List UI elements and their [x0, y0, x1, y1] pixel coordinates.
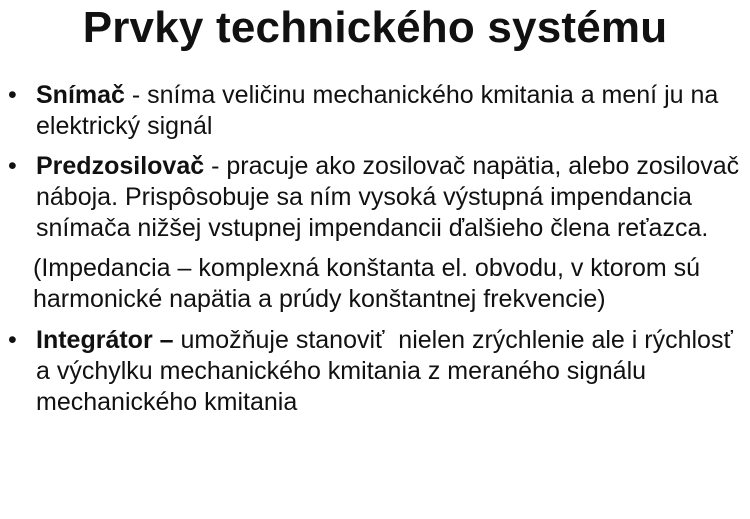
bullet-list — [0, 80, 750, 418]
bullet-item-predzosilovac — [0, 151, 750, 244]
term-predzosilovac: Predzosilovač — [36, 152, 205, 180]
definition-predzosilovac: pracuje ako zosilovač napätia, alebo zosilovač náboja. Prispôsobuje sa ním vysoká výstupná impendancia snímača nižšej vstupnej impendancii ďalšieho člena reťazca. — [36, 152, 740, 242]
impedance-note: (Impedancia – komplexná konštanta el. obvodu, v ktorom sú harmonické napätia a prúdy konštantnej frekvencie) — [33, 254, 701, 313]
bullet-dot-icon: • — [8, 81, 17, 109]
term-separator: - — [124, 81, 148, 109]
slide-title: Prvky technického systému — [82, 3, 668, 52]
term-integrator: Integrátor – — [36, 326, 174, 354]
bullet-item-snimac — [0, 80, 750, 142]
term-separator: - — [204, 152, 227, 180]
term-snimac: Snímač — [36, 81, 125, 109]
definition-integrator: umožňuje stanoviť nielen zrýchlenie ale i rýchlosť a výchylku mechanického kmitania z meraného signálu mechanického kmitania — [36, 326, 740, 416]
bullet-dot-icon: • — [8, 326, 17, 354]
bullet-item-integrator — [0, 325, 750, 418]
bullet-dot-icon: • — [8, 152, 17, 180]
definition-snimac: sníma veličinu mechanického kmitania a mení ju na elektrický signál — [36, 81, 719, 140]
